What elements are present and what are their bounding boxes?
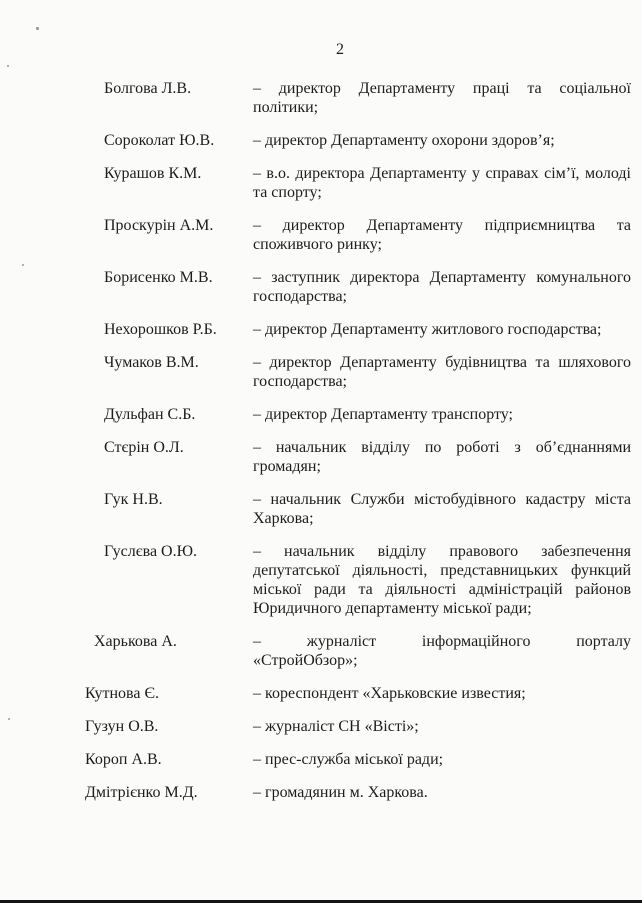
person-role: – громадянин м. Харкова. — [253, 784, 428, 801]
entries-list — [0, 79, 631, 816]
list-item — [0, 79, 631, 117]
person-name: Стєрін О.Л. — [104, 439, 184, 456]
list-item — [0, 216, 631, 254]
person-name: Болгова Л.В. — [104, 80, 192, 97]
list-item — [0, 490, 631, 528]
person-name: Дульфан С.Б. — [104, 406, 196, 423]
person-name: Короп А.В. — [85, 751, 162, 768]
person-name: Чумаков В.М. — [104, 354, 199, 371]
scan-speck — [22, 264, 24, 266]
list-item — [0, 750, 631, 769]
list-item — [0, 320, 631, 339]
person-role: – начальник Служби містобудівного кадастру міста Харкова; — [253, 491, 631, 527]
person-role: – начальник відділу по роботі з об’єднаннями громадян; — [253, 439, 631, 475]
person-name: Гузун О.В. — [85, 718, 159, 735]
person-name: Харькова А. — [94, 633, 177, 650]
list-item — [0, 717, 631, 736]
person-role: – директор Департаменту транспорту; — [253, 406, 513, 423]
person-name: Гуслєва О.Ю. — [104, 543, 198, 560]
person-name: Кутнова Є. — [85, 685, 160, 702]
person-role: – журналіст інформаційного порталу «СтройОбзор»; — [253, 633, 631, 669]
list-item — [0, 632, 631, 670]
person-name: Гук Н.В. — [104, 491, 163, 508]
scan-speck — [8, 718, 10, 720]
list-item — [0, 405, 631, 424]
person-name: Сороколат Ю.В. — [104, 132, 215, 149]
person-role: – начальник відділу правового забезпечення депутатської діяльності, представницьких функций міської ради та діяльності адміністрацій районов Юридичного департаменту міської ради; — [253, 543, 631, 617]
person-role: – директор Департаменту будівництва та шляхового господарства; — [253, 354, 631, 390]
page-number: 2 — [336, 41, 344, 58]
person-name: Проскурін А.М. — [104, 217, 214, 234]
person-role: – директор Департаменту праці та соціальної політики; — [253, 80, 631, 116]
scan-speck — [7, 65, 9, 67]
list-item — [0, 268, 631, 306]
person-role: – заступник директора Департаменту комунального господарства; — [253, 269, 631, 305]
person-name: Борисенко М.В. — [104, 269, 213, 286]
person-role: – директор Департаменту охорони здоров’я; — [253, 132, 555, 149]
person-role: – директор Департаменту підприємництва та споживчого ринку; — [253, 217, 631, 253]
person-name: Курашов К.М. — [104, 165, 202, 182]
person-name: Дмітрієнко М.Д. — [85, 784, 198, 801]
person-role: – в.о. директора Департаменту у справах сім’ї, молоді та спорту; — [253, 165, 631, 201]
person-role: – директор Департаменту житлового господарства; — [253, 321, 602, 338]
person-role: – прес-служба міської ради; — [253, 751, 444, 768]
list-item — [0, 542, 631, 618]
list-item — [0, 783, 631, 802]
scan-speck — [36, 27, 39, 30]
list-item — [0, 164, 631, 202]
person-name: Нехорошков Р.Б. — [104, 321, 217, 338]
person-role: – журналіст СН «Вісті»; — [253, 718, 419, 735]
person-role: – кореспондент «Харьковские известия; — [253, 685, 526, 702]
list-item — [0, 438, 631, 476]
list-item — [0, 353, 631, 391]
list-item — [0, 684, 631, 703]
list-item — [0, 131, 631, 150]
